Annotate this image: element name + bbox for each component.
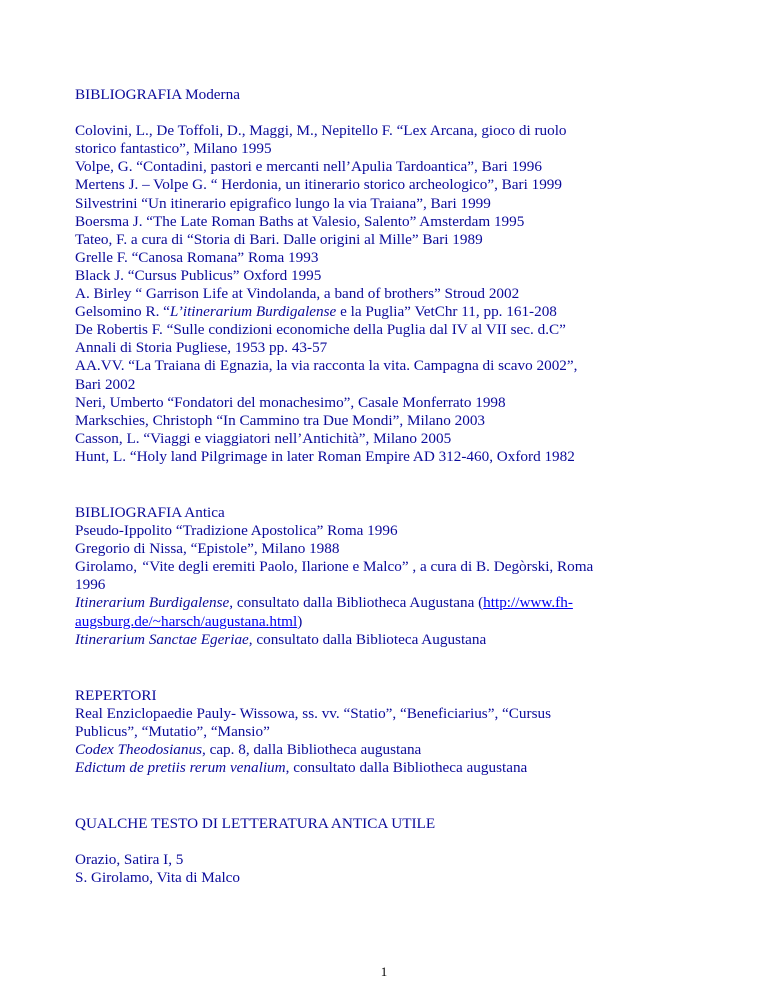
bib-entry: Bari 2002: [75, 375, 136, 393]
bib-entry: AA.VV. “La Traiana di Egnazia, la via racconta la vita. Campagna di scavo 2002”,: [75, 357, 578, 375]
bib-entry: 1996: [75, 576, 106, 594]
bib-entry: Markschies, Christoph “In Cammino tra Due Mondi”, Milano 2003: [75, 411, 486, 429]
bib-entry-gelsomino: [75, 303, 705, 321]
bib-entry: Silvestrini “Un itinerario epigrafico lungo la via Traiana”, Bari 1999: [75, 194, 491, 212]
bib-entry: storico fantastico”, Milano 1995: [75, 140, 272, 158]
entry-text: ): [297, 612, 303, 630]
entry-text: e la Puglia” VetChr 11, pp. 161-208: [336, 303, 557, 321]
bib-entry: Pseudo-Ippolito “Tradizione Apostolica” Roma 1996: [75, 522, 398, 540]
bib-entry: S. Girolamo, Vita di Malco: [75, 869, 241, 887]
entry-text: , cap. 8, dalla Bibliotheca augustana: [201, 741, 422, 758]
bib-entry: Orazio, Satira I, 5: [75, 851, 184, 869]
bib-entry-egeriae: [75, 631, 705, 649]
entry-title-italic: Edictum de pretiis rerum venalium: [75, 759, 286, 777]
section-heading-letteratura: QUALCHE TESTO DI LETTERATURA ANTICA UTILE: [75, 815, 436, 833]
section-heading-repertori: REPERTORI: [75, 686, 157, 704]
bib-entry: Publicus”, “Mutatio”, “Mansio”: [75, 722, 270, 740]
section-heading-moderna: BIBLIOGRAFIA Moderna: [75, 86, 240, 103]
entry-text: Girolamo,: [75, 558, 141, 576]
page-number: 1: [380, 964, 388, 979]
bib-entry-girolamo: [75, 558, 705, 576]
bib-entry: Annali di Storia Pugliese, 1953 pp. 43-57: [75, 339, 328, 357]
entry-title-italic: Itinerarium Burdigalense: [75, 594, 230, 612]
bib-entry: Volpe, G. “Contadini, pastori e mercanti nell’Apulia Tardoantica”, Bari 1996: [75, 158, 542, 176]
bib-entry: Boersma J. “The Late Roman Baths at Valesio, Salento” Amsterdam 1995: [75, 212, 525, 230]
bib-entry: A. Birley “ Garrison Life at Vindolanda, a band of brothers” Stroud 2002: [75, 285, 520, 303]
bib-entry: Tateo, F. a cura di “Storia di Bari. Dalle origini al Mille” Bari 1989: [75, 230, 483, 248]
entry-title-italic: Itinerarium Sanctae Egeriae: [75, 630, 249, 648]
entry-text: , consultato dalla Bibliotheca augustana: [285, 759, 528, 777]
document-body: [75, 86, 705, 888]
bib-entry: Neri, Umberto “Fondatori del monachesimo”, Casale Monferrato 1998: [75, 393, 506, 411]
section-heading-antica: BIBLIOGRAFIA Antica: [75, 503, 225, 521]
entry-text: , consultato dalla Biblioteca Augustana: [248, 630, 487, 648]
entry-title-italic: L’itinerarium Burdigalense: [169, 303, 337, 321]
bib-entry: Real Enziclopaedie Pauly- Wissowa, ss. vv. “Statio”, “Beneficiarius”, “Cursus: [75, 704, 551, 722]
entry-text: Vite degli eremiti Paolo, Ilarione e Malco” , a cura di B. Degòrski, Roma: [149, 558, 594, 576]
bib-entry-codex: [75, 741, 705, 759]
bib-entry: Grelle F. “Canosa Romana” Roma 1993: [75, 248, 319, 266]
bib-entry-burdigalense: [75, 594, 705, 612]
entry-title-italic: Codex Theodosianus: [75, 741, 202, 758]
entry-title-italic: “: [140, 558, 150, 576]
bib-entry-edictum: [75, 759, 705, 777]
bib-entry: De Robertis F. “Sulle condizioni economiche della Puglia dal IV al VII sec. d.C”: [75, 321, 566, 339]
bib-entry: Mertens J. – Volpe G. “ Herdonia, un itinerario storico archeologico”, Bari 1999: [75, 176, 562, 194]
bib-entry-link-cont: [75, 613, 705, 631]
entry-text: , consultato dalla Bibliotheca Augustana (: [229, 594, 484, 612]
entry-text: Gelsomino R. “: [75, 303, 170, 321]
bib-entry: Black J. “Cursus Publicus” Oxford 1995: [75, 266, 322, 284]
bib-entry: Colovini, L., De Toffoli, D., Maggi, M., Nepitello F. “Lex Arcana, gioco di ruolo: [75, 122, 567, 140]
bib-entry: Casson, L. “Viaggi e viaggiatori nell’Antichità”, Milano 2005: [75, 429, 452, 447]
augustana-link-continued[interactable]: augsburg.de/~harsch/augustana.html: [75, 612, 298, 630]
bib-entry: Hunt, L. “Holy land Pilgrimage in later Roman Empire AD 312-460, Oxford 1982: [75, 447, 575, 465]
augustana-link[interactable]: http://www.fh-: [483, 594, 573, 612]
bib-entry: Gregorio di Nissa, “Epistole”, Milano 1988: [75, 540, 340, 558]
